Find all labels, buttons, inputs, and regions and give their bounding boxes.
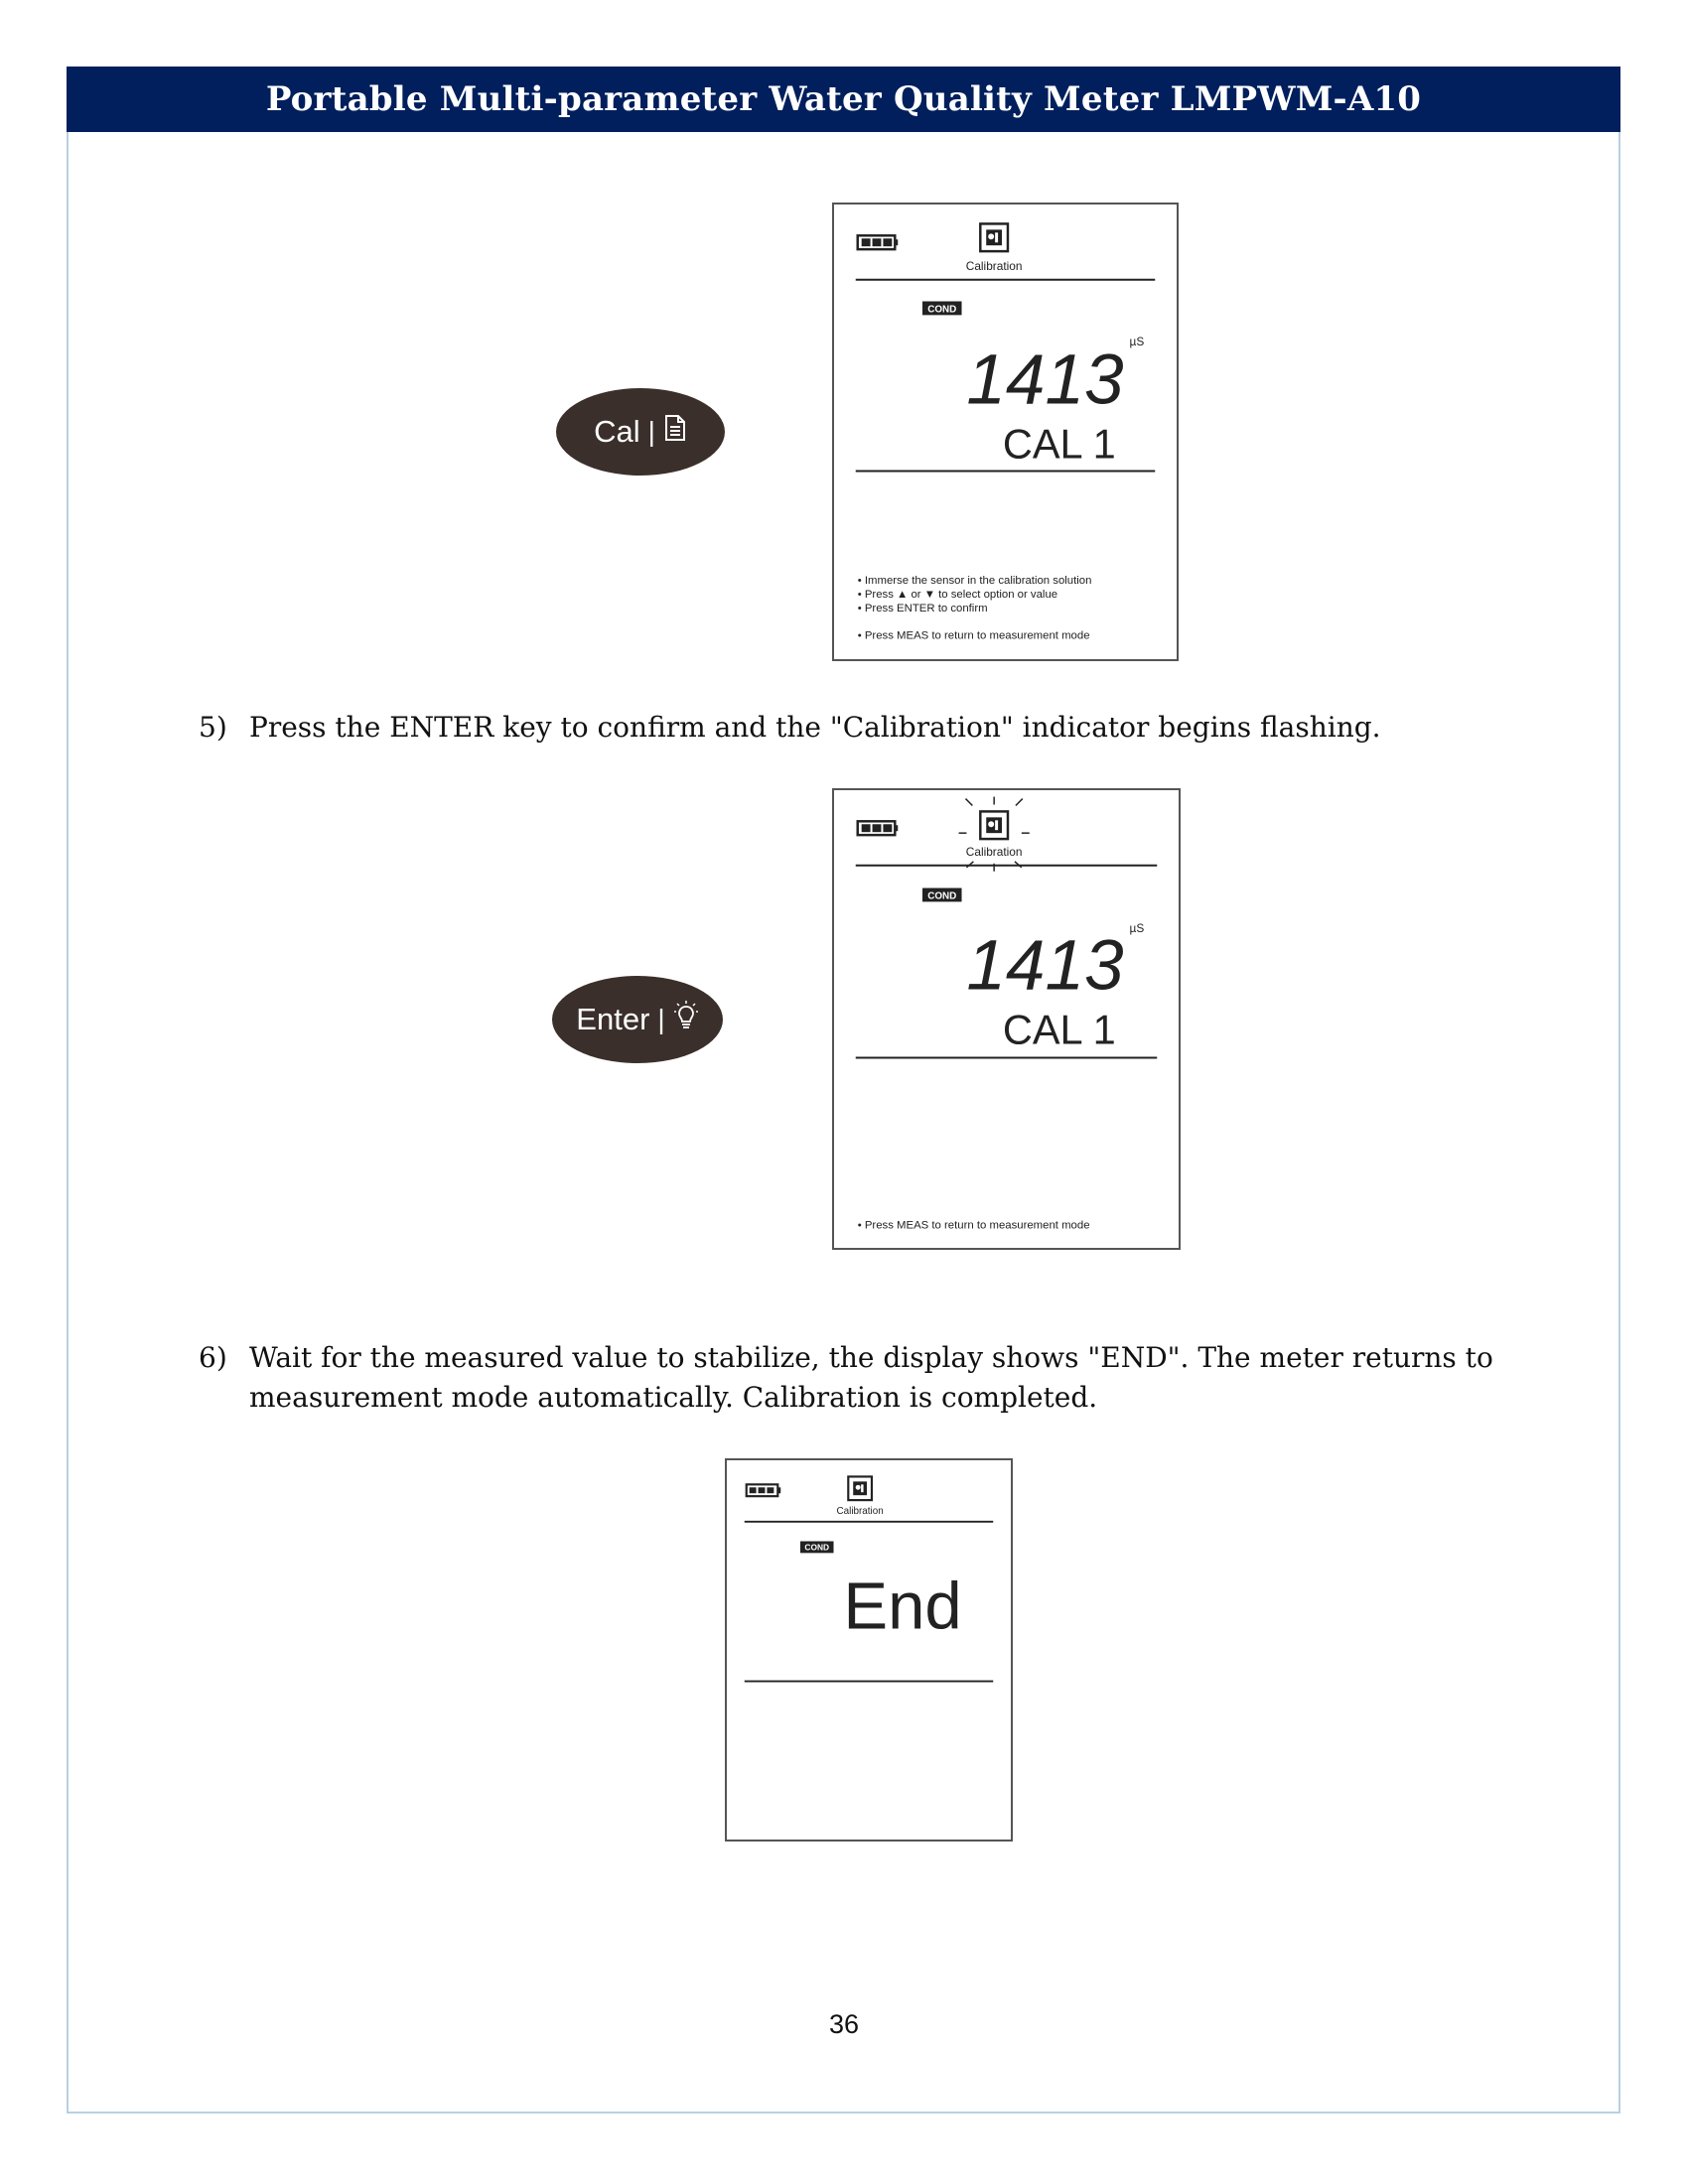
lcd-screen-calibration-end (725, 1458, 1013, 1842)
instruction-item: Press ENTER to confirm (864, 602, 988, 614)
calibration-indicator-icon (980, 811, 1008, 839)
instruction-item: Immerse the sensor in the calibration solution (864, 575, 1092, 588)
unit-label: µS (1129, 921, 1145, 936)
document-icon (663, 414, 687, 450)
cal-key (556, 388, 725, 476)
instruction-item: Press MEAS to return to measurement mode (864, 629, 1090, 642)
calibration-indicator-icon (848, 1476, 872, 1500)
page-number: 36 (828, 2009, 860, 2039)
enter-key (552, 976, 723, 1063)
calibration-indicator-label: Calibration (965, 844, 1023, 859)
svg-text:• Immerse the sensor in the ca: • Immerse the sensor in the calibration solution (857, 575, 1092, 588)
main-value: End (843, 1569, 962, 1644)
battery-icon (858, 821, 899, 835)
mode-badge-text: COND (927, 890, 957, 902)
instruction-item: Press ▲ or ▼ to select option or value (864, 589, 1058, 602)
cal-key-separator: | (647, 416, 655, 447)
unit-label: µS (1129, 335, 1145, 349)
battery-icon (858, 235, 899, 249)
cal-key-label: Cal (594, 414, 640, 449)
mode-badge-text: COND (927, 304, 957, 316)
lightbulb-icon (673, 1000, 699, 1039)
step-text: Press the ENTER key to confirm and the "Calibration" indicator begins flashing. (249, 711, 1381, 744)
instruction-list (858, 575, 1092, 641)
calibration-indicator-label: Calibration (965, 258, 1023, 273)
page-header (67, 67, 1620, 132)
svg-text:• Press MEAS to return to meas: • Press MEAS to return to measurement mode (857, 629, 1090, 642)
flashing-rays-icon (959, 797, 1030, 872)
step-5 (199, 708, 1519, 748)
lcd-screen-calibration-select (832, 203, 1179, 661)
main-value: 1413 (966, 341, 1124, 420)
main-value: 1413 (966, 926, 1124, 1006)
sub-value: CAL 1 (1002, 1006, 1116, 1053)
step-text: Wait for the measured value to stabilize, the display shows "END". The meter returns to measurement mode automatically. Calibration is completed. (249, 1341, 1493, 1414)
instruction-item: Press MEAS to return to measurement mode (864, 1219, 1090, 1232)
battery-icon (747, 1484, 781, 1496)
step-number: 6) (199, 1341, 227, 1374)
lcd-screen-calibration-flashing (832, 788, 1181, 1250)
calibration-indicator-icon (980, 223, 1008, 251)
enter-key-separator: | (657, 1004, 665, 1034)
header-title: Portable Multi-parameter Water Quality Meter LMPWM-A10 (265, 79, 1422, 119)
svg-text:• Press ▲ or ▼ to select optio: • Press ▲ or ▼ to select option or value (857, 589, 1058, 602)
step-number: 5) (199, 711, 227, 744)
mode-badge-text: COND (804, 1542, 830, 1553)
sub-value: CAL 1 (1002, 420, 1116, 468)
svg-text:• Press ENTER to confirm: • Press ENTER to confirm (857, 602, 988, 614)
svg-text:• Press MEAS to return to meas: • Press MEAS to return to measurement mode (857, 1219, 1090, 1232)
step-6 (199, 1338, 1519, 1418)
calibration-indicator-label: Calibration (836, 1505, 884, 1517)
enter-key-label: Enter (576, 1002, 650, 1036)
